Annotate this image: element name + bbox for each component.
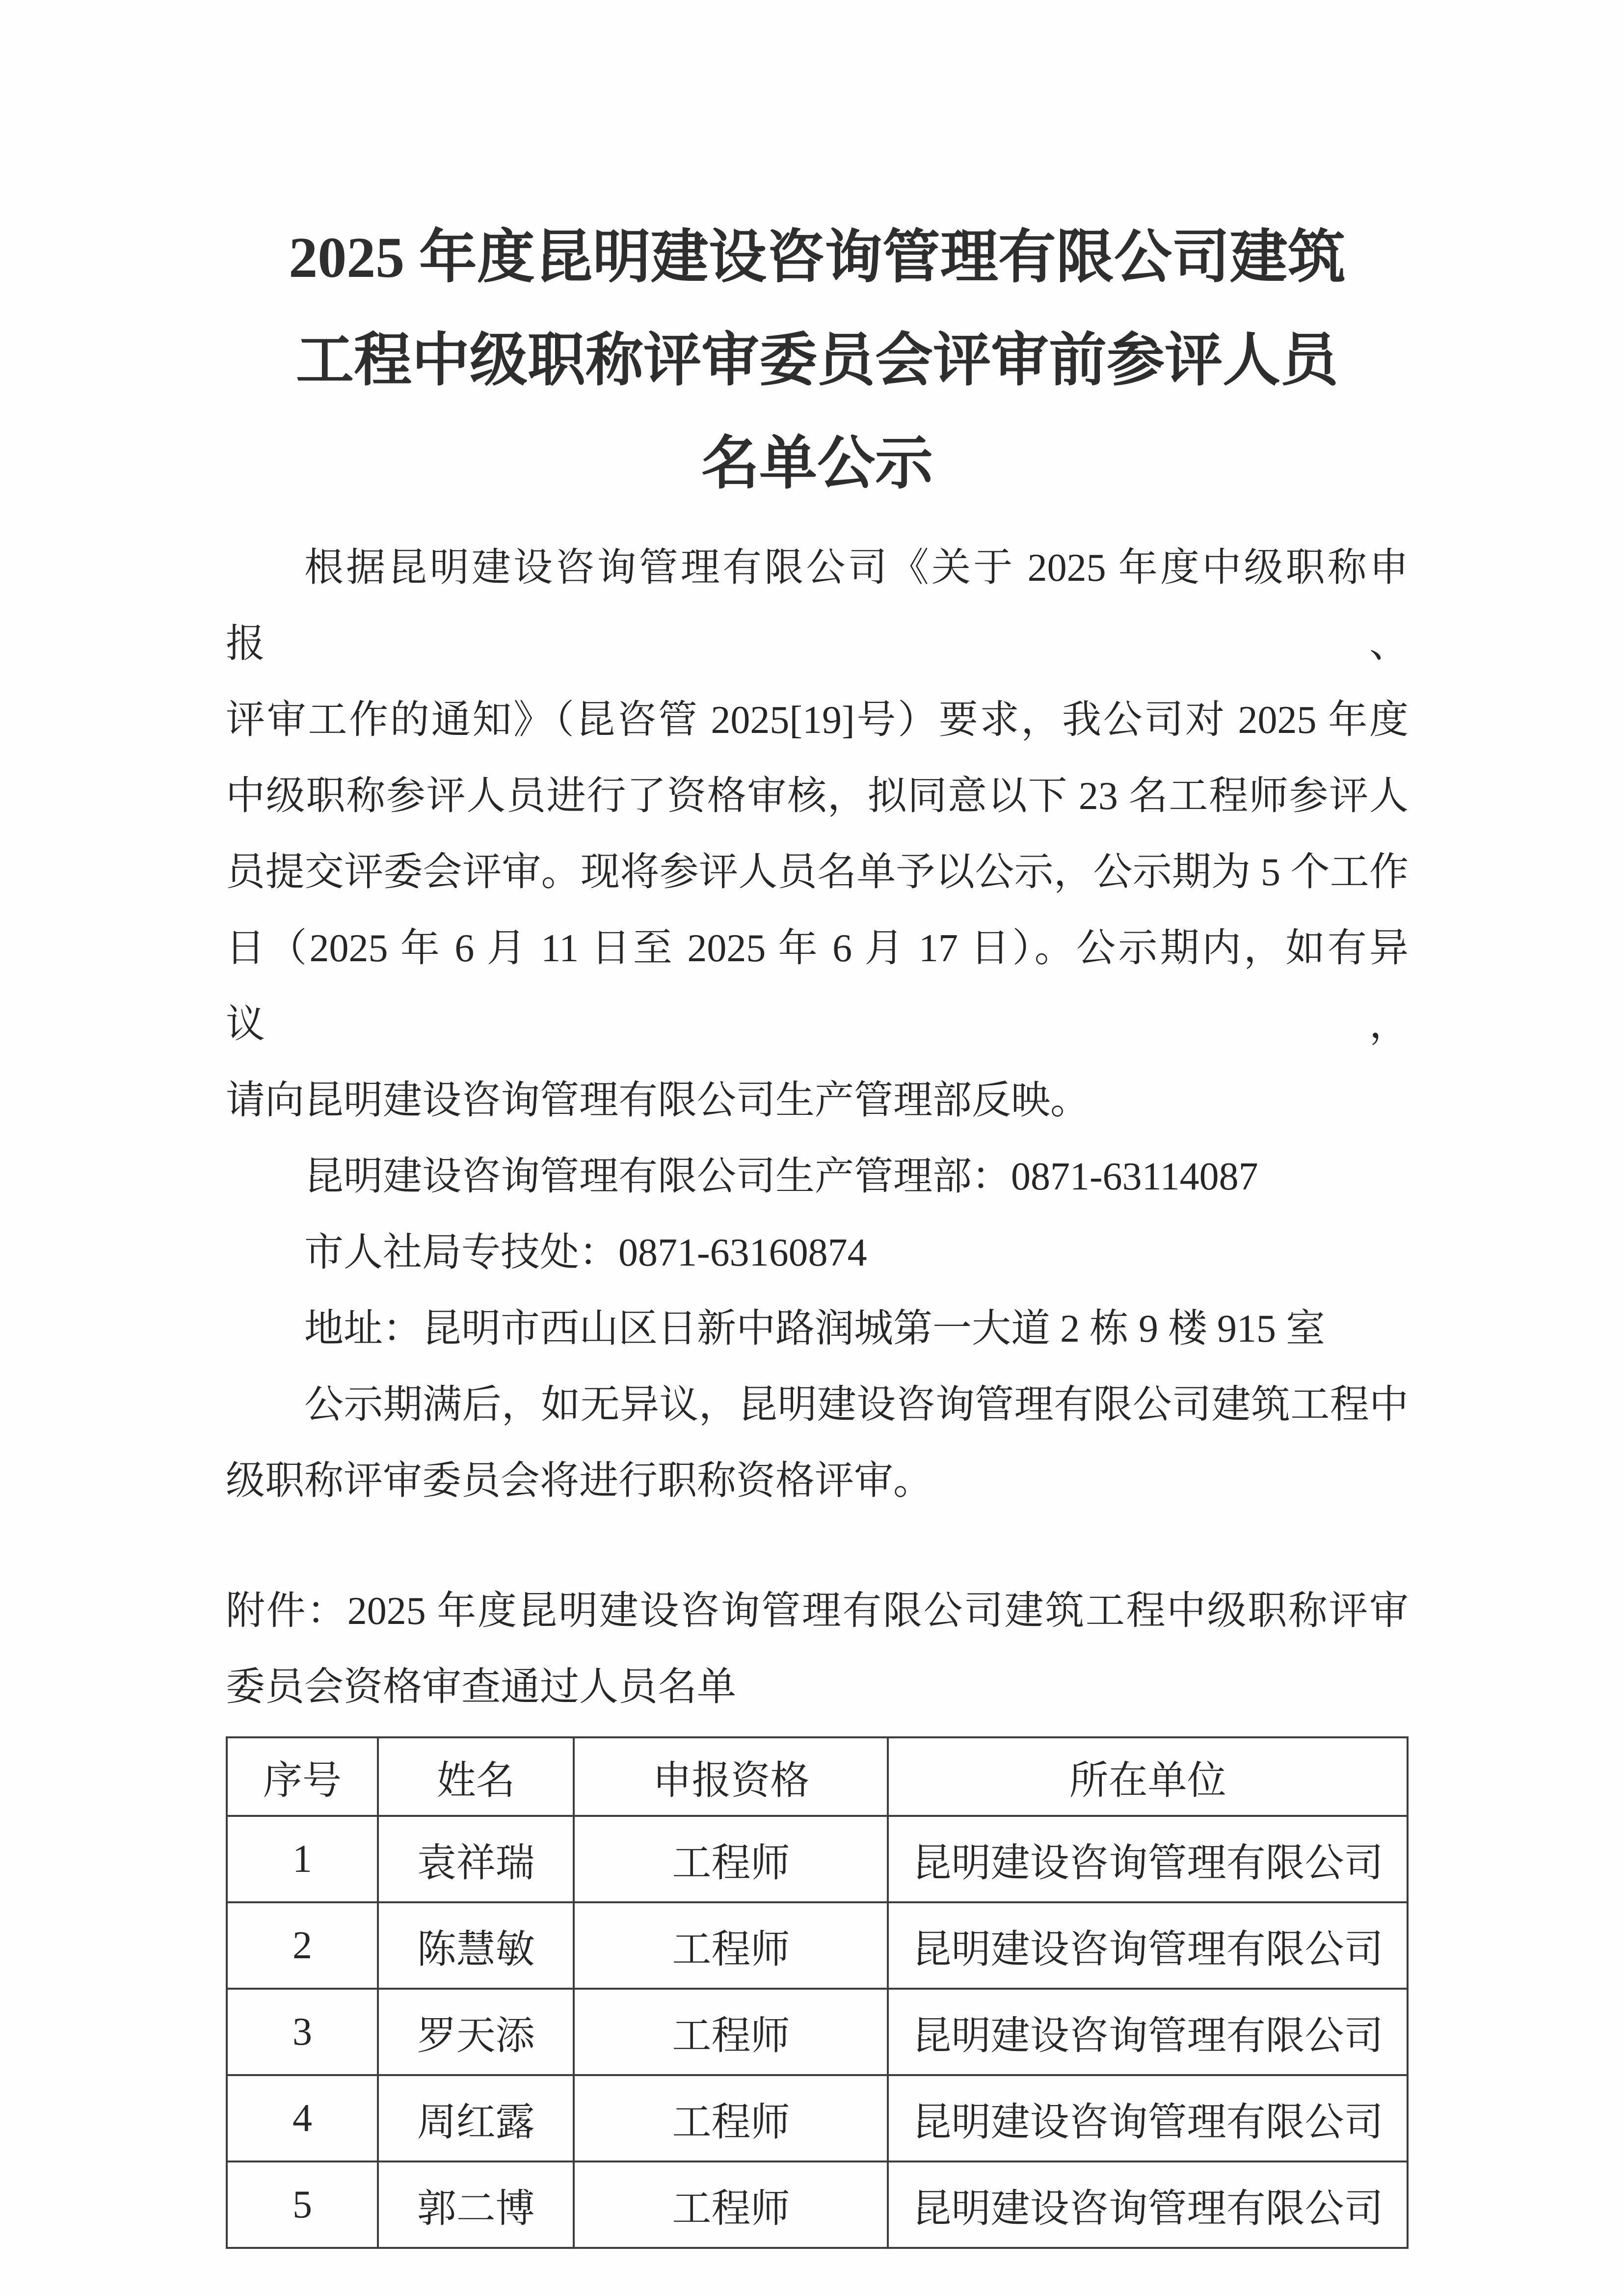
cell-name: 袁祥瑞 [378,1816,574,1902]
contact-line-hr-bureau: 市人社局专技处：0871-63160874 [304,1231,867,1274]
address-line: 地址：昆明市西山区日新中路润城第一大道 2 栋 9 楼 915 室 [304,1307,1325,1351]
table-row [227,1989,1408,2075]
cell-organization: 昆明建设咨询管理有限公司 [888,1816,1408,1902]
table-row [227,2075,1408,2161]
table-header-row [227,1737,1408,1816]
cell-index: 3 [227,1989,378,2075]
document-content [226,206,1409,2249]
cell-qualification: 工程师 [574,2075,888,2161]
cell-name: 周红露 [378,2075,574,2161]
cell-organization: 昆明建设咨询管理有限公司 [888,2075,1408,2161]
cell-qualification: 工程师 [574,1902,888,1989]
title-line-3: 名单公示 [701,432,933,496]
cell-name: 罗天添 [378,1989,574,2075]
body-line-6: 请向昆明建设咨询管理有限公司生产管理部反映。 [226,1079,1090,1122]
attachment-line-2: 委员会资格审查通过人员名单 [226,1666,736,1709]
cell-index: 1 [227,1816,378,1902]
col-header-organization: 所在单位 [888,1737,1408,1816]
col-header-qualification: 申报资格 [574,1737,888,1816]
cell-qualification: 工程师 [574,2161,888,2248]
table-row [227,1816,1408,1902]
cell-qualification: 工程师 [574,1816,888,1902]
body-line-4: 员提交评委会评审。现将参评人员名单予以公示，公示期为 5 个工作 [226,851,1409,894]
document-body [226,530,1409,1519]
table-row [227,1902,1408,1989]
cell-index: 2 [227,1902,378,1989]
cell-name: 郭二博 [378,2161,574,2248]
cell-organization: 昆明建设咨询管理有限公司 [888,1902,1408,1989]
title-line-2: 工程中级职称评审委员会评审前参评人员 [295,328,1338,393]
attachment-line-1: 附件：2025 年度昆明建设咨询管理有限公司建筑工程中级职称评审 [226,1590,1409,1633]
body-line-3: 中级职称参评人员进行了资格审核，拟同意以下 23 名工程师参评人 [226,775,1409,818]
cell-index: 5 [227,2161,378,2248]
table-header [227,1737,1408,1816]
cell-organization: 昆明建设咨询管理有限公司 [888,1989,1408,2075]
cell-name: 陈慧敏 [378,1902,574,1989]
body-line-2: 评审工作的通知》（昆咨管 2025[19]号）要求，我公司对 2025 年度 [226,699,1409,742]
contact-line-production-dept: 昆明建设咨询管理有限公司生产管理部：0871-63114087 [304,1155,1258,1198]
body-line-1: 根据昆明建设咨询管理有限公司《关于 2025 年度中级职称申报、 [226,546,1409,666]
cell-organization: 昆明建设咨询管理有限公司 [888,2161,1408,2248]
body-line-10: 公示期满后，如无异议，昆明建设咨询管理有限公司建筑工程中 [304,1383,1409,1427]
title-line-1: 2025 年度昆明建设咨询管理有限公司建筑 [289,225,1346,290]
col-header-name: 姓名 [378,1737,574,1816]
table-body [227,1816,1408,2248]
col-header-index: 序号 [227,1737,378,1816]
attachment-section [226,1573,1409,1726]
cell-index: 4 [227,2075,378,2161]
cell-qualification: 工程师 [574,1989,888,2075]
table-row [227,2161,1408,2248]
document-title [226,206,1409,515]
applicants-table [226,1736,1409,2249]
body-line-5: 日（2025 年 6 月 11 日至 2025 年 6 月 17 日）。公示期内，如有异议， [226,927,1409,1046]
body-line-11: 级职称评审委员会将进行职称资格评审。 [226,1459,932,1503]
